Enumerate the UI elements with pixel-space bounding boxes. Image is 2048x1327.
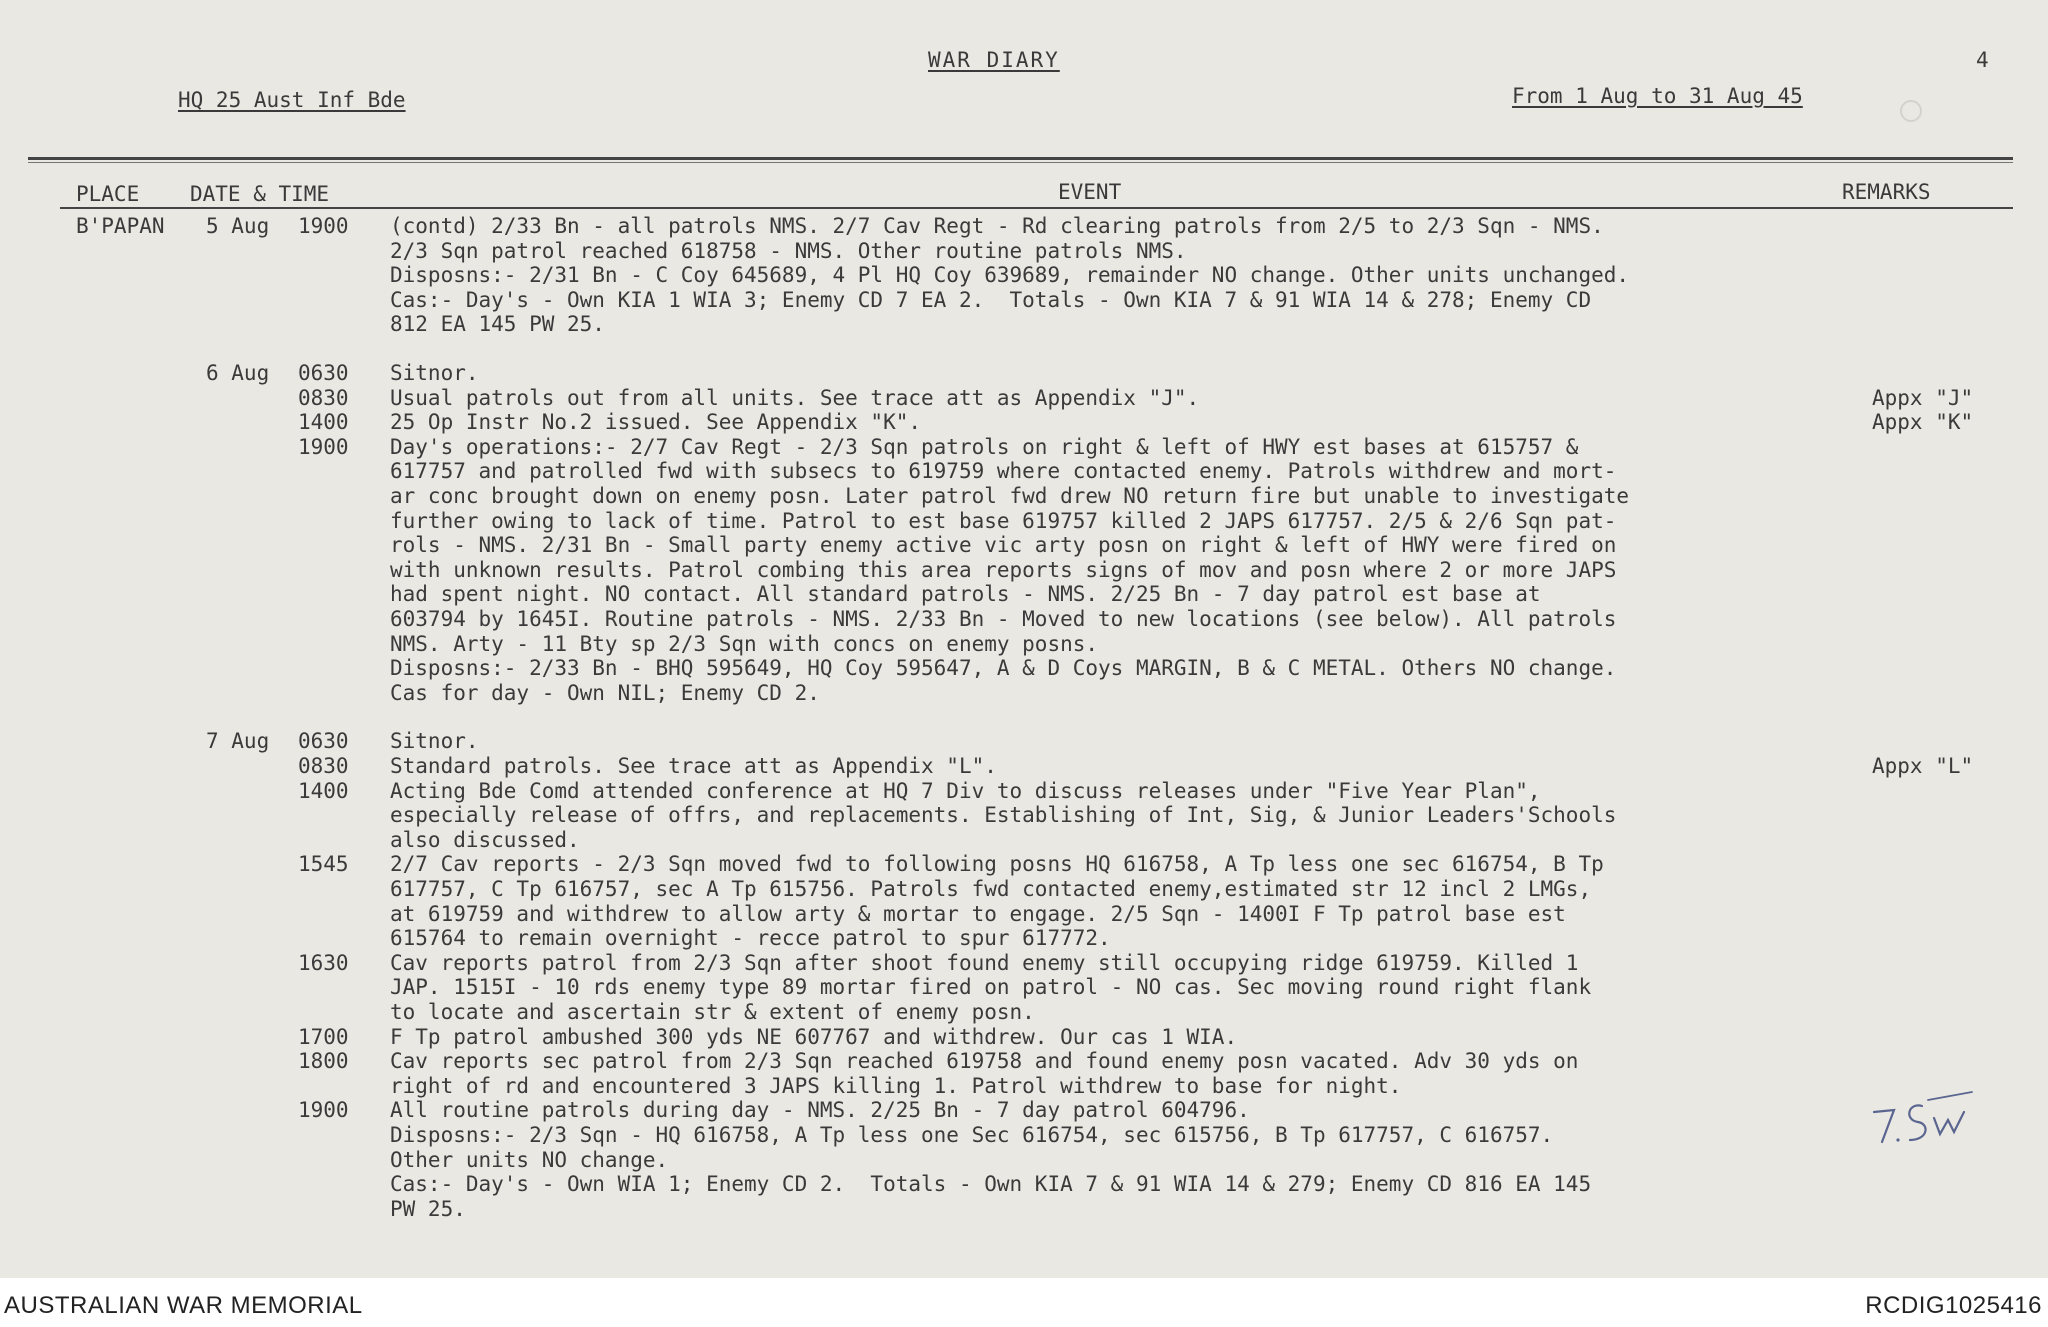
entry-time: 1800 bbox=[298, 1049, 349, 1074]
entry-time: 1400 bbox=[298, 778, 349, 803]
entry-time: 0830 bbox=[298, 754, 349, 778]
event-text-line: also discussed. bbox=[390, 827, 580, 852]
footer-institution: AUSTRALIAN WAR MEMORIAL bbox=[4, 1292, 363, 1319]
event-text-line: further owing to lack of time. Patrol to est base 619757 killed 2 JAPS 617757. 2/5 & 2/6 Sqn pat- bbox=[390, 508, 1617, 533]
event-text-line: 617757, C Tp 616757, sec A Tp 615756. Patrols fwd contacted enemy,estimated str 12 incl 2 LMGs, bbox=[390, 877, 1592, 901]
event-text-line: 617757 and patrolled fwd with subsecs to 619759 where contacted enemy. Patrols withdrew and mort- bbox=[390, 459, 1617, 484]
diary-period: From 1 Aug to 31 Aug 45 bbox=[1512, 84, 1803, 108]
circle-mark-icon bbox=[1896, 96, 1926, 126]
event-text-line: 25 Op Instr No.2 issued. See Appendix "K". bbox=[390, 410, 922, 435]
event-text-line: to locate and ascertain str & extent of enemy posn. bbox=[390, 1000, 1035, 1024]
entry-time: 1700 bbox=[298, 1024, 349, 1049]
entry-remark: Appx "K" bbox=[1872, 410, 1974, 435]
column-header-rule bbox=[60, 207, 2013, 209]
event-text-line: with unknown results. Patrol combing this area reports signs of mov and posn where 2 or more JAPS bbox=[390, 557, 1617, 582]
entry-place: B'PAPAN bbox=[76, 214, 165, 238]
event-text-line: right of rd and encountered 3 JAPS killing 1. Patrol withdrew to base for night. bbox=[390, 1073, 1402, 1098]
event-text-line: Other units NO change. bbox=[390, 1147, 669, 1172]
unit-name: HQ 25 Aust Inf Bde bbox=[178, 88, 406, 112]
event-text-line: All routine patrols during day - NMS. 2/25 Bn - 7 day patrol 604796. bbox=[390, 1098, 1250, 1123]
event-text-line: Disposns:- 2/33 Bn - BHQ 595649, HQ Coy 595647, A & D Coys MARGIN, B & C METAL. Others NO change. bbox=[390, 656, 1617, 681]
entry-time: 1900 bbox=[298, 434, 349, 459]
event-text-line: ar conc brought down on enemy posn. Later patrol fwd drew NO return fire but unable to investigate bbox=[390, 484, 1630, 508]
event-text-line: 2/3 Sqn patrol reached 618758 - NMS. Other routine patrols NMS. bbox=[390, 238, 1187, 263]
entry-time: 0630 bbox=[298, 729, 349, 754]
event-text-line: PW 25. bbox=[390, 1196, 466, 1221]
event-text-line: Standard patrols. See trace att as Appendix "L". bbox=[390, 754, 997, 778]
column-header-remarks: REMARKS bbox=[1842, 180, 1931, 204]
footer-record-id: RCDIG1025416 bbox=[1865, 1292, 2042, 1319]
event-text-line: Acting Bde Comd attended conference at HQ 7 Div to discuss releases under "Five Year Plan", bbox=[390, 778, 1541, 803]
event-text-line: NMS. Arty - 11 Bty sp 2/3 Sqn with concs on enemy posns. bbox=[390, 631, 1099, 656]
header-rule-thin bbox=[28, 162, 2013, 163]
event-text-line: F Tp patrol ambushed 300 yds NE 607767 and withdrew. Our cas 1 WIA. bbox=[390, 1024, 1238, 1049]
event-text-line: JAP. 1515I - 10 rds enemy type 89 mortar fired on patrol - NO cas. Sec moving round right flank bbox=[390, 975, 1592, 1000]
entry-time: 1400 bbox=[298, 410, 349, 435]
entry-date: 7 Aug bbox=[206, 729, 270, 754]
entry-date: 5 Aug bbox=[206, 214, 270, 238]
entry-remark: Appx "J" bbox=[1872, 385, 1974, 410]
event-text-line: Cav reports patrol from 2/3 Sqn after shoot found enemy still occupying ridge 619759. Killed 1 bbox=[390, 950, 1579, 975]
event-text-line: Sitnor. bbox=[390, 729, 479, 754]
event-text-line: especially release of offrs, and replacements. Establishing of Int, Sig, & Junior Leaders'Schools bbox=[390, 803, 1617, 828]
entry-time: 1900 bbox=[298, 1098, 349, 1123]
column-header-date-time: DATE & TIME bbox=[190, 182, 330, 206]
handwritten-initials bbox=[1868, 1090, 1988, 1150]
column-header-place: PLACE bbox=[76, 182, 140, 206]
entry-time: 1900 bbox=[298, 214, 349, 238]
event-text-line: Sitnor. bbox=[390, 361, 479, 385]
event-text-line: Day's operations:- 2/7 Cav Regt - 2/3 Sqn patrols on right & left of HWY est bases at 615757 & bbox=[390, 434, 1579, 459]
event-text-line: (contd) 2/33 Bn - all patrols NMS. 2/7 Cav Regt - Rd clearing patrols from 2/5 to 2/3 Sqn - NMS. bbox=[390, 214, 1604, 238]
event-text-line: rols - NMS. 2/31 Bn - Small party enemy active vic arty posn on right & left of HWY were fired on bbox=[390, 533, 1617, 558]
column-header-event: EVENT bbox=[1058, 180, 1122, 204]
event-text-line: Cas for day - Own NIL; Enemy CD 2. bbox=[390, 680, 820, 705]
event-text-line: at 619759 and withdrew to allow arty & mortar to engage. 2/5 Sqn - 1400I F Tp patrol base est bbox=[390, 901, 1566, 926]
entry-date: 6 Aug bbox=[206, 361, 270, 385]
header-rule-thick bbox=[28, 157, 2013, 160]
page-number: 4 bbox=[1976, 48, 1989, 72]
event-text-line: 812 EA 145 PW 25. bbox=[390, 312, 605, 337]
event-text-line: Cav reports sec patrol from 2/3 Sqn reached 619758 and found enemy posn vacated. Adv 30 yds on bbox=[390, 1049, 1579, 1074]
event-text-line: 615764 to remain overnight - recce patrol to spur 617772. bbox=[390, 926, 1111, 951]
entry-time: 1545 bbox=[298, 852, 349, 877]
event-text-line: Usual patrols out from all units. See trace att as Appendix "J". bbox=[390, 385, 1200, 410]
event-text-line: 603794 by 1645I. Routine patrols - NMS. 2/33 Bn - Moved to new locations (see below). All patrols bbox=[390, 607, 1617, 631]
event-text-line: Cas:- Day's - Own KIA 1 WIA 3; Enemy CD 7 EA 2. Totals - Own KIA 7 & 91 WIA 14 & 278; Enemy CD bbox=[390, 287, 1592, 312]
event-text-line: Disposns:- 2/31 Bn - C Coy 645689, 4 Pl HQ Coy 639689, remainder NO change. Other units unchanged. bbox=[390, 263, 1630, 288]
event-text-line: Cas:- Day's - Own WIA 1; Enemy CD 2. Totals - Own KIA 7 & 91 WIA 14 & 279; Enemy CD 816 EA 145 bbox=[390, 1172, 1592, 1197]
entry-time: 0830 bbox=[298, 385, 349, 410]
entry-time: 1630 bbox=[298, 950, 349, 975]
entry-remark: Appx "L" bbox=[1872, 754, 1974, 778]
diary-title: WAR DIARY bbox=[928, 48, 1060, 72]
event-text-line: 2/7 Cav reports - 2/3 Sqn moved fwd to following posns HQ 616758, A Tp less one sec 616754, B Tp bbox=[390, 852, 1604, 877]
entry-time: 0630 bbox=[298, 361, 349, 385]
event-text-line: had spent night. NO contact. All standard patrols - NMS. 2/25 Bn - 7 day patrol est base at bbox=[390, 582, 1541, 607]
event-text-line: Disposns:- 2/3 Sqn - HQ 616758, A Tp less one Sec 616754, sec 615756, B Tp 617757, C 616757. bbox=[390, 1123, 1554, 1147]
